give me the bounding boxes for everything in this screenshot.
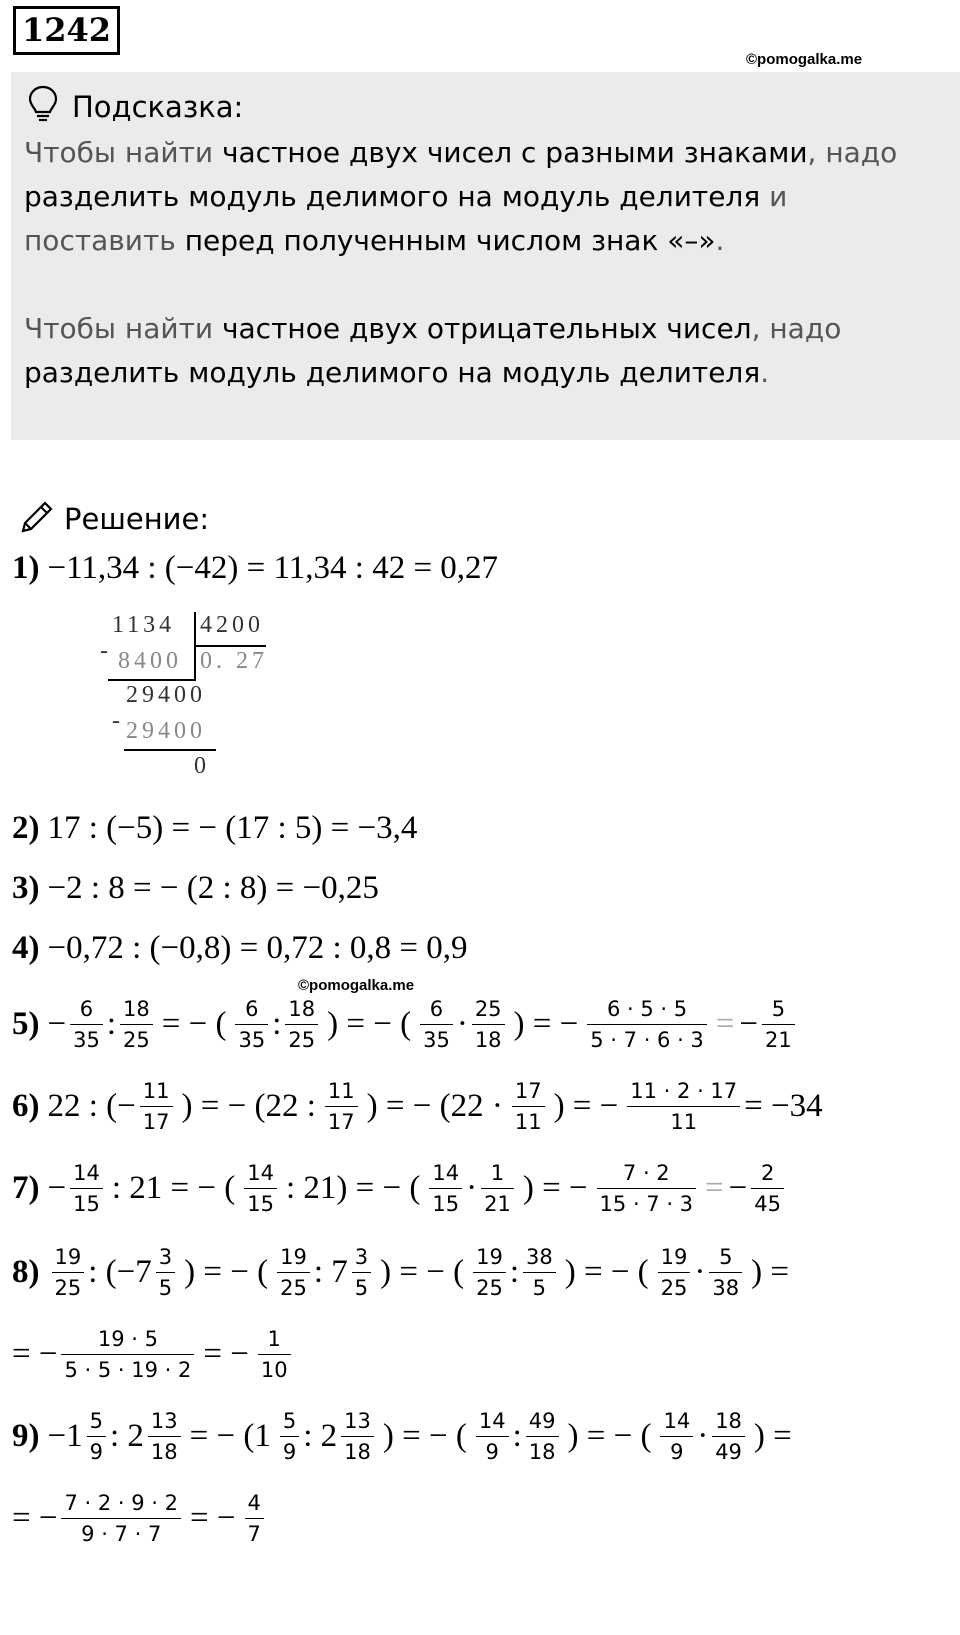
math-text: : — [272, 1005, 282, 1042]
fraction-denominator: 15 — [70, 1188, 103, 1216]
fraction-denominator: 17 — [325, 1106, 358, 1134]
fraction-numerator: 6 — [79, 996, 94, 1021]
math-text: 22 : (− — [47, 1087, 136, 1124]
fraction-numerator: 5 — [89, 1408, 103, 1433]
solution-title: Решение: — [64, 502, 210, 536]
fraction — [140, 1079, 173, 1134]
math-text: Чтобы найти — [24, 312, 222, 345]
fraction — [52, 1245, 85, 1300]
fraction-numerator: 3 — [354, 1244, 369, 1269]
math-text: 29400 — [126, 718, 206, 744]
fraction-denominator: 15 — [429, 1188, 462, 1216]
fraction — [512, 1079, 545, 1134]
lightbulb-icon — [26, 84, 60, 124]
solution-item-3 — [12, 868, 379, 908]
fraction-numerator: 38 — [525, 1244, 553, 1269]
math-text: = − — [203, 1335, 249, 1372]
math-text: −2 : 8 = − (2 : 8) = −0,25 — [47, 869, 379, 906]
item-label: 4) — [12, 929, 40, 966]
fraction — [70, 997, 103, 1052]
math-text: . — [715, 224, 725, 257]
fraction — [341, 1409, 374, 1464]
fraction-numerator: 14 — [478, 1408, 506, 1433]
fraction-numerator: 2 — [760, 1160, 775, 1185]
math-text: : 7 — [313, 1253, 348, 1290]
solution-item-9-cont — [12, 1478, 268, 1558]
fraction-numerator: 18 — [288, 996, 316, 1021]
math-text: −1 — [47, 1417, 83, 1454]
fraction-numerator: 17 — [514, 1078, 542, 1103]
hint-p2-line2 — [24, 356, 769, 389]
fraction — [156, 1245, 175, 1300]
fraction-denominator: 5 · 7 · 6 · 3 — [587, 1024, 707, 1052]
fraction — [148, 1409, 181, 1464]
fraction — [352, 1245, 371, 1300]
math-text: = − ( — [161, 1005, 227, 1042]
math-text: , надо — [807, 136, 898, 169]
fraction-denominator: 9 — [87, 1436, 106, 1464]
fraction-numerator: 14 — [663, 1408, 691, 1433]
fraction-denominator: 18 — [472, 1024, 505, 1052]
item-label: 9) — [12, 1417, 40, 1454]
fraction-denominator: 18 — [341, 1436, 374, 1464]
fraction-numerator: 4 — [247, 1490, 261, 1515]
item-label: 5) — [12, 1005, 40, 1042]
fraction — [762, 997, 795, 1052]
fraction — [523, 1245, 556, 1300]
math-text: = − — [190, 1499, 236, 1536]
fraction-denominator: 35 — [70, 1024, 103, 1052]
fraction-numerator: 19 — [280, 1244, 307, 1269]
watermark-2: ©pomogalka.me — [298, 977, 415, 994]
math-text: разделить модуль делимого на модуль делителя — [24, 356, 761, 389]
fraction — [481, 1161, 514, 1216]
pencil-icon — [16, 498, 56, 538]
fraction — [235, 997, 268, 1052]
fraction-denominator: 25 — [52, 1272, 85, 1300]
hint-p1-line2 — [24, 180, 787, 213]
math-text: : — [512, 1417, 522, 1454]
math-text: : 2 — [110, 1417, 144, 1454]
solution-item-5 — [12, 984, 799, 1064]
fraction-denominator: 7 — [245, 1518, 264, 1546]
math-text: ) = − — [553, 1087, 619, 1124]
math-text: = − (1 — [189, 1417, 271, 1454]
item-label: 2) — [12, 809, 40, 846]
item-label: 8) — [12, 1253, 40, 1290]
math-text: разделить модуль делимого на модуль делителя — [24, 180, 761, 213]
solution-item-2 — [12, 808, 417, 848]
solution-item-7 — [12, 1148, 788, 1228]
math-text: : 2 — [303, 1417, 338, 1454]
fraction-denominator: 9 — [476, 1436, 509, 1464]
fraction-numerator: 5 — [282, 1408, 297, 1433]
fraction — [473, 1245, 506, 1300]
fraction-numerator: 19 · 5 — [97, 1326, 158, 1351]
fraction — [87, 1409, 106, 1464]
fraction-numerator: 5 — [719, 1244, 733, 1269]
math-text: : — [106, 1005, 117, 1042]
fraction-denominator: 21 — [762, 1024, 795, 1052]
fraction-denominator: 38 — [709, 1272, 742, 1300]
math-text: −0,72 : (−0,8) = 0,72 : 0,8 = 0,9 — [47, 929, 468, 966]
fraction-numerator: 3 — [158, 1244, 173, 1269]
fraction-denominator: 9 · 7 · 7 — [61, 1518, 181, 1546]
fraction-numerator: 49 — [528, 1408, 556, 1433]
solution-item-6 — [12, 1066, 823, 1146]
fraction-numerator: 19 — [476, 1244, 503, 1269]
fraction — [660, 1409, 693, 1464]
hint-p1-line3 — [24, 224, 724, 257]
fraction — [472, 997, 505, 1052]
fraction-denominator: 18 — [148, 1436, 181, 1464]
watermark: ©pomogalka.me — [746, 51, 863, 68]
math-text: : (−7 — [88, 1253, 152, 1290]
fraction — [597, 1161, 697, 1216]
math-text: −11,34 : (−42) = 11,34 : 42 = 0,27 — [47, 549, 499, 586]
fraction — [420, 997, 453, 1052]
math-text: ) = − (22 · — [366, 1087, 503, 1124]
fraction-denominator: 35 — [235, 1024, 268, 1052]
fraction-denominator: 25 — [285, 1024, 318, 1052]
long-division — [100, 610, 280, 785]
fraction-numerator: 13 — [344, 1408, 371, 1433]
math-text: ) = − ( — [327, 1005, 412, 1042]
math-text: 0 — [194, 753, 210, 779]
math-text: : 21 = − ( — [111, 1169, 236, 1206]
math-text: ) = — [753, 1417, 792, 1454]
fraction-denominator: 11 — [627, 1106, 740, 1134]
math-text: частное двух отрицательных чисел — [221, 312, 752, 345]
fraction-numerator: 6 · 5 · 5 — [606, 996, 688, 1021]
fraction — [587, 997, 707, 1052]
math-text: · — [694, 1253, 706, 1290]
solution-item-8 — [12, 1232, 794, 1312]
fraction-numerator: 1 — [490, 1160, 505, 1185]
math-text: ) = − ( — [564, 1253, 649, 1290]
fraction-numerator: 7 · 2 — [622, 1160, 670, 1185]
math-text: частное двух чисел с разными знаками — [221, 136, 808, 169]
math-text: − — [739, 1005, 759, 1042]
item-label: 6) — [12, 1087, 40, 1124]
math-text: 29400 — [126, 682, 206, 708]
fraction — [244, 1161, 277, 1216]
math-text: 17 : (−5) = − (17 : 5) = −3,4 — [47, 809, 418, 846]
math-text: 4200 — [200, 612, 264, 638]
solution-item-4 — [12, 928, 468, 968]
math-text: : 21) = − ( — [285, 1169, 421, 1206]
fraction-denominator: 25 — [277, 1272, 310, 1300]
fraction-numerator: 19 — [660, 1244, 688, 1269]
fraction — [245, 1491, 264, 1546]
math-text: 8400 — [118, 648, 182, 674]
fraction-denominator: 11 — [512, 1106, 545, 1134]
math-text: - — [100, 638, 112, 664]
fraction-denominator: 5 — [352, 1272, 371, 1300]
item-label: 1) — [12, 549, 40, 586]
math-text: ) = − ( — [382, 1417, 467, 1454]
math-text: ) = − ( — [380, 1253, 465, 1290]
fraction — [709, 1245, 742, 1300]
hint-p1-line1 — [24, 136, 897, 169]
fraction-denominator: 25 — [658, 1272, 691, 1300]
hint-title: Подсказка: — [72, 90, 244, 124]
fraction-denominator: 9 — [280, 1436, 299, 1464]
fraction-denominator: 17 — [140, 1106, 173, 1134]
math-text: − — [47, 1169, 67, 1206]
fraction-numerator: 5 — [771, 996, 786, 1021]
fraction — [285, 997, 318, 1052]
fraction — [70, 1161, 103, 1216]
fraction-numerator: 11 — [327, 1078, 355, 1103]
math-text: Чтобы найти — [24, 136, 222, 169]
fraction-numerator: 14 — [247, 1160, 274, 1185]
math-text: · — [456, 1005, 468, 1042]
fraction-denominator: 45 — [751, 1188, 784, 1216]
hint-p2-line1 — [24, 312, 841, 345]
fraction-numerator: 18 — [715, 1408, 742, 1433]
fraction-numerator: 1 — [267, 1326, 281, 1351]
math-text: : — [509, 1253, 519, 1290]
fraction-denominator: 18 — [526, 1436, 559, 1464]
task-number: 1242 — [13, 6, 120, 55]
fraction-denominator: 35 — [420, 1024, 453, 1052]
math-text: ) = − — [513, 1005, 579, 1042]
math-text: 0. 27 — [200, 648, 268, 674]
math-text: − — [47, 1005, 67, 1042]
math-text: ) = − ( — [567, 1417, 652, 1454]
math-text: · — [466, 1169, 478, 1206]
fraction — [277, 1245, 310, 1300]
fraction — [61, 1327, 194, 1382]
fraction — [526, 1409, 559, 1464]
solution-item-8-cont — [12, 1314, 295, 1394]
fraction-numerator: 14 — [432, 1160, 460, 1185]
fraction-denominator: 10 — [258, 1354, 291, 1382]
fraction — [751, 1161, 784, 1216]
fraction — [325, 1079, 358, 1134]
fraction — [658, 1245, 691, 1300]
item-label: 3) — [12, 869, 40, 906]
math-text: - — [112, 708, 124, 734]
math-text: = — [715, 1005, 735, 1042]
fraction-numerator: 14 — [73, 1160, 100, 1185]
fraction-denominator: 25 — [120, 1024, 153, 1052]
fraction-denominator: 15 — [244, 1188, 277, 1216]
fraction-numerator: 11 — [142, 1078, 170, 1103]
math-text: = − — [12, 1335, 58, 1372]
fraction-numerator: 18 — [123, 996, 150, 1021]
fraction — [429, 1161, 462, 1216]
fraction-denominator: 5 — [156, 1272, 175, 1300]
fraction-denominator: 25 — [473, 1272, 506, 1300]
fraction — [712, 1409, 745, 1464]
math-text: ) = − (22 : — [181, 1087, 316, 1124]
fraction-numerator: 11 · 2 · 17 — [630, 1078, 738, 1103]
math-text: перед полученным числом знак «–» — [184, 224, 716, 257]
fraction-numerator: 19 — [54, 1244, 82, 1269]
math-text: = − — [12, 1499, 58, 1536]
fraction — [120, 997, 153, 1052]
math-text: ) = − — [522, 1169, 588, 1206]
fraction-denominator: 21 — [481, 1188, 514, 1216]
math-text: поставить — [24, 224, 185, 257]
fraction-denominator: 15 · 7 · 3 — [597, 1188, 697, 1216]
fraction-numerator: 6 — [429, 996, 444, 1021]
fraction-numerator: 6 — [245, 996, 259, 1021]
fraction — [627, 1079, 740, 1134]
fraction — [258, 1327, 291, 1382]
fraction-numerator: 13 — [150, 1408, 178, 1433]
fraction — [280, 1409, 299, 1464]
math-text: · — [697, 1417, 709, 1454]
math-text: = — [705, 1169, 724, 1206]
fraction-denominator: 49 — [712, 1436, 745, 1464]
fraction-denominator: 5 · 5 · 19 · 2 — [61, 1354, 194, 1382]
fraction-numerator: 7 · 2 · 9 · 2 — [64, 1490, 179, 1515]
solution-item-1 — [12, 548, 498, 588]
math-text: , надо — [751, 312, 842, 345]
math-text: ) = — [751, 1253, 789, 1290]
solution-item-9 — [12, 1396, 797, 1476]
fraction — [476, 1409, 509, 1464]
math-text: . — [760, 356, 770, 389]
fraction-numerator: 25 — [474, 996, 502, 1021]
math-text: и — [760, 180, 788, 213]
fraction — [61, 1491, 181, 1546]
fraction-denominator: 9 — [660, 1436, 693, 1464]
fraction-denominator: 5 — [523, 1272, 556, 1300]
math-text: = −34 — [744, 1087, 823, 1124]
math-text: ) = − ( — [184, 1253, 269, 1290]
item-label: 7) — [12, 1169, 40, 1206]
math-text: 1134 — [112, 612, 176, 638]
math-text: − — [728, 1169, 748, 1206]
